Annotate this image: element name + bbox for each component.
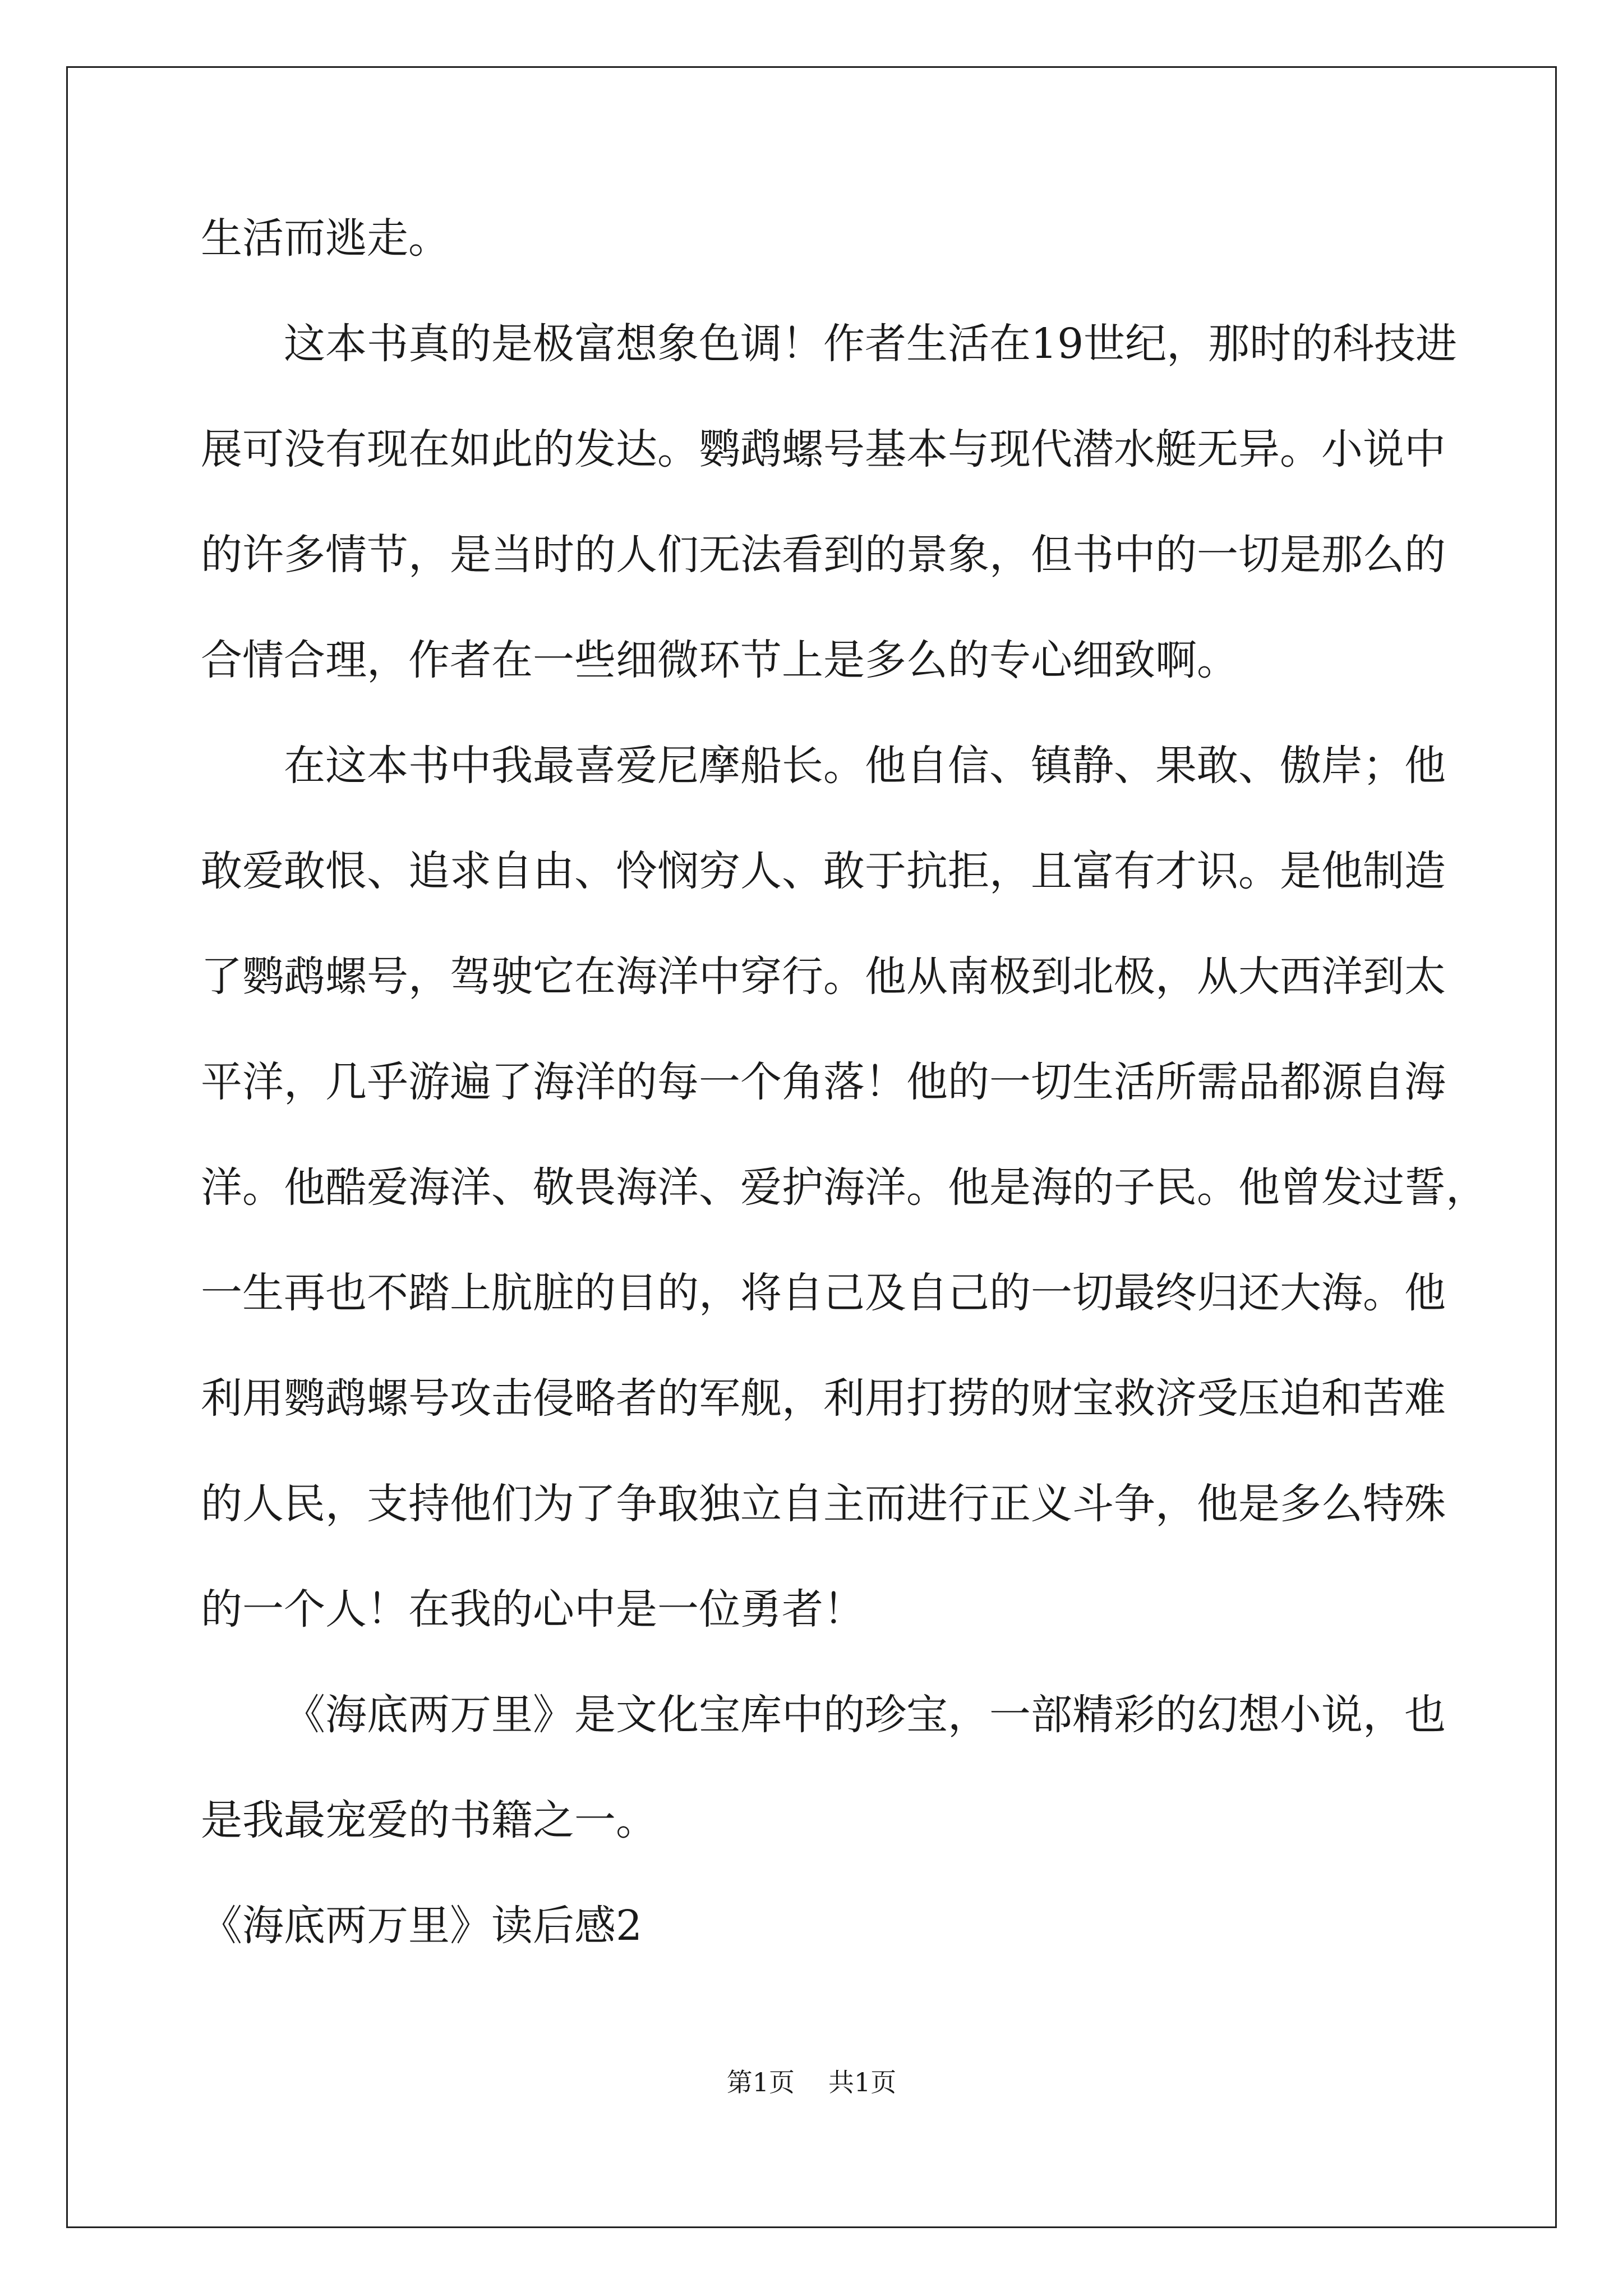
paragraph-line: 的一个人！在我的心中是一位勇者！ [201,1585,865,1634]
page-footer [0,2065,1623,2099]
paragraph-line: 一生再也不踏上肮脏的目的，将自己及自己的一切最终归还大海。他 [201,1269,1446,1317]
document-body [201,212,1487,2005]
paragraph-line: 展可没有现在如此的发达。鹦鹉螺号基本与现代潜水艇无异。小说中 [201,425,1446,473]
paragraph-line: 在这本书中我最喜爱尼摩船长。他自信、镇静、果敢、傲岸；他 [284,742,1446,790]
paragraph-line: 了鹦鹉螺号，驾驶它在海洋中穿行。他从南极到北极，从大西洋到太 [201,953,1446,1001]
paragraph-line: 利用鹦鹉螺号攻击侵略者的军舰，利用打捞的财宝救济受压迫和苦难 [201,1374,1446,1423]
paragraph-line: 敢爱敢恨、追求自由、怜悯穷人、敢于抗拒，且富有才识。是他制造 [201,847,1446,895]
paragraph-line: 洋。他酷爱海洋、敬畏海洋、爱护海洋。他是海的子民。他曾发过誓， [201,1163,1487,1212]
page-total: 共1页 [828,2067,897,2097]
paragraph-line: 是我最宠爱的书籍之一。 [201,1796,657,1844]
paragraph-line: 这本书真的是极富想象色调！作者生活在19世纪，那时的科技进 [284,320,1458,368]
page-number: 第1页 [726,2067,795,2097]
paragraph-line: 《海底两万里》是文化宝库中的珍宝，一部精彩的幻想小说，也 [284,1691,1446,1739]
paragraph-line: 生活而逃走。 [201,214,450,263]
paragraph-line: 的许多情节，是当时的人们无法看到的景象，但书中的一切是那么的 [201,531,1446,579]
section-heading: 《海底两万里》读后感2 [201,1902,643,1950]
paragraph-line: 的人民，支持他们为了争取独立自主而进行正义斗争，他是多么特殊 [201,1480,1446,1528]
paragraph-line: 平洋，几乎游遍了海洋的每一个角落！他的一切生活所需品都源自海 [201,1058,1446,1106]
paragraph-line: 合情合理，作者在一些细微环节上是多么的专心细致啊。 [201,636,1238,684]
